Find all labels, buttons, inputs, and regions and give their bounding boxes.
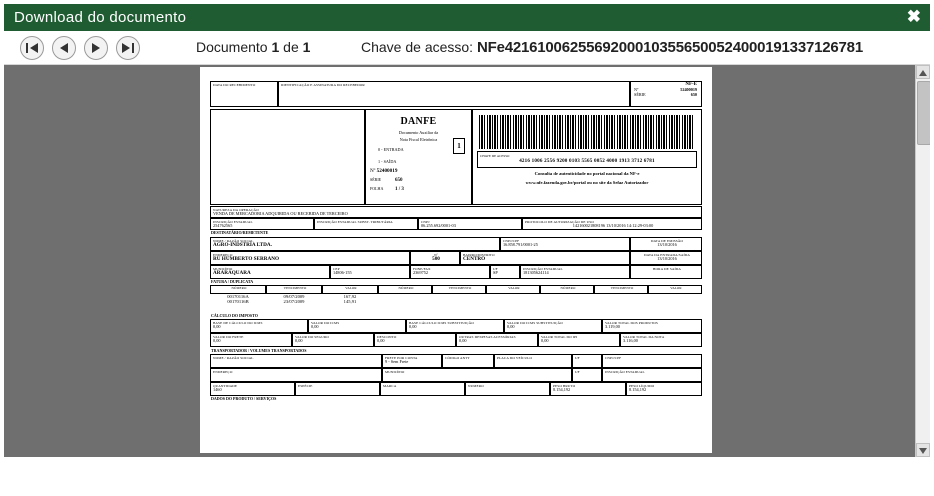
fatura-col-numero-2: [378, 285, 432, 294]
fatura-h6: NÚMERO: [560, 286, 576, 291]
fatura-h4: VENCIMENTO: [448, 286, 472, 291]
valor-icms-label: VALOR DO ICMS: [311, 321, 340, 326]
valor-produtos-value: 3.119,00: [605, 324, 620, 330]
transp-uf-cell: [572, 354, 602, 368]
desconto-value: 0,00: [377, 338, 385, 344]
natureza-row: [210, 206, 702, 218]
identificacao-recebedor-label: IDENTIFICAÇÃO E ASSINATURA DO RECEBEDOR: [281, 83, 365, 87]
barcode-image: [479, 115, 695, 149]
peso-bruto-label: PESO BRUTO: [553, 383, 576, 388]
base-icms-cell: [210, 319, 308, 333]
especie-label: ESPÉCIE: [298, 383, 313, 388]
destinatario-row-3: [210, 265, 702, 279]
triangle-left-icon: [53, 37, 75, 59]
scrollbar-thumb[interactable]: [917, 81, 930, 145]
transportador-row-1: [210, 354, 702, 368]
fatura-col-venc-2: [432, 285, 486, 294]
previous-page-button[interactable]: [52, 36, 76, 60]
transp-municipio-label: MUNICÍPIO: [385, 369, 405, 374]
inscricao-subst-cell: [314, 218, 418, 230]
valor-icms-value: 0,00: [311, 324, 319, 330]
quantidade-value: 1460: [213, 386, 222, 392]
quantidade-label: QUANTIDADE: [213, 383, 238, 388]
nfe-serie-value: 650: [690, 91, 697, 97]
transp-nome-label: NOME / RAZÃO SOCIAL: [213, 355, 254, 360]
dest-cep-cell: [330, 265, 410, 279]
window-titlebar: [4, 4, 930, 31]
counter-middle: de: [283, 39, 299, 55]
quantidade-cell: [210, 382, 295, 396]
peso-bruto-value: 8.154,192: [553, 386, 571, 392]
valor-total-nota-cell: [620, 333, 702, 347]
nfe-numero-label: Nº: [634, 86, 639, 92]
dest-ie-cell: [520, 265, 630, 279]
natureza-cell: [210, 206, 702, 218]
dest-municipio-label: MUNICÍPIO: [213, 266, 233, 271]
destinatario-row-2: [210, 251, 702, 265]
close-icon[interactable]: ✖: [906, 7, 921, 26]
chave-acesso-label: CHAVE DE ACESSO: [480, 154, 510, 158]
danfe-saida-label: 1 - SAÍDA: [378, 158, 397, 164]
transp-endereco-label: ENDEREÇO: [213, 369, 233, 374]
nfe-serie-label: SÉRIE: [634, 91, 646, 97]
desconto-label: DESCONTO: [377, 335, 397, 340]
marca-label: MARCA: [383, 383, 397, 388]
consulta-line-2: www.nfe.fazenda.gov.br/portal ou no site da Sefaz Autorizador: [525, 179, 649, 185]
dest-hora-cell: [630, 265, 702, 279]
valor-frete-value: 0,00: [213, 338, 221, 344]
dest-nome-value: AGRO-INDSTRIA LTDA.: [213, 241, 272, 248]
dest-endereco-value: RU HUMBERTO SERRANO: [213, 255, 280, 262]
dest-ie-label: INSCRIÇÃO ESTADUAL: [523, 266, 563, 271]
base-icms-st-value: 0,00: [409, 324, 417, 330]
triangle-right-icon: [85, 37, 107, 59]
fatura-r1c1: 23/07/2009: [283, 299, 305, 305]
skip-forward-icon: [117, 37, 139, 59]
dest-bairro-value: CENTRO: [463, 255, 486, 262]
fatura-table: [210, 285, 702, 313]
valor-produtos-cell: [602, 319, 702, 333]
numero-volume-label: NUMERO: [468, 383, 484, 388]
valor-ipi-label: VALOR TOTAL DO IPI: [541, 335, 578, 340]
transportador-row-2: [210, 368, 702, 382]
fatura-col-valor-2: [486, 285, 540, 294]
dest-entrada-cell: [630, 251, 702, 265]
dest-cnpj-cell: [500, 237, 630, 251]
access-key-value: NFe42161006255692000103556500524000191337126781: [476, 39, 863, 56]
valor-seguro-cell: [292, 333, 374, 347]
nfe-serie-line: [631, 93, 701, 98]
dest-emissao-label: DATA DE EMISSÃO: [650, 238, 684, 243]
next-page-button[interactable]: [84, 36, 108, 60]
danfe-numero-value: 52400019: [376, 168, 398, 174]
fatura-h0: NÚMERO: [231, 286, 247, 291]
fatura-h5: VALOR: [508, 286, 520, 291]
transp-uf2-label: UF: [575, 369, 580, 374]
codigo-antt-cell: [442, 354, 494, 368]
fatura-h7: VENCIMENTO: [610, 286, 634, 291]
nfe-label: NF-E: [685, 82, 697, 87]
valor-ipi-value: 0,00: [541, 338, 549, 344]
access-key-label: Chave de acesso:: [361, 39, 474, 55]
cnpj-emitente-label: CNPJ: [421, 219, 430, 224]
dest-municipio-cell: [210, 265, 330, 279]
document-counter: [196, 39, 310, 55]
protocolo-value: 142160021808196 13/10/2016 14:12:29-03:00: [572, 222, 654, 228]
danfe-identification-block: [210, 109, 702, 205]
skip-back-icon: [21, 37, 43, 59]
peso-bruto-cell: [550, 382, 626, 396]
dest-cep-value: 14806-155: [333, 269, 352, 275]
inscricao-subst-label: INSCRIÇÃO ESTADUAL SUBST. TRIBUTÁRIA: [317, 219, 393, 224]
destinatario-row-1: [210, 237, 702, 251]
window-title: Download do documento: [14, 9, 187, 26]
identificacao-recebedor-cell: [278, 81, 630, 107]
fatura-col-valor-3: [648, 285, 702, 294]
counter-total: 1: [302, 39, 311, 55]
danfe-subtitle-2: Nota Fiscal Eletrônica: [399, 136, 438, 142]
dest-nome-cell: [210, 237, 500, 251]
dest-emissao-cell: [630, 237, 702, 251]
scroll-down-icon[interactable]: [916, 443, 930, 457]
document-toolbar: [4, 31, 930, 65]
valor-icms-st-value: 0,00: [507, 324, 515, 330]
frete-conta-cell: [382, 354, 442, 368]
valor-icms-cell: [308, 319, 406, 333]
inscricoes-row: [210, 218, 702, 230]
valor-icms-st-cell: [504, 319, 602, 333]
transp-uf2-cell: [572, 368, 602, 382]
fatura-r1c0: 00170116B: [227, 299, 249, 305]
dest-uf-label: UF: [493, 266, 498, 271]
danfe-entrada-label: 0 - ENTRADA: [378, 147, 404, 153]
data-recebimento-label: DATA DO RECEBIMENTO: [213, 83, 256, 87]
dest-cnpj-label: CNPJ/CPF: [503, 238, 520, 243]
danfe-numero-line: [366, 169, 471, 175]
scroll-up-icon[interactable]: [916, 65, 930, 79]
peso-liquido-cell: [626, 382, 702, 396]
dest-entrada-label: DATA DA ENTRADA/SAÍDA: [644, 252, 690, 257]
transp-ie-label: INSCRIÇÃO ESTADUAL: [605, 369, 645, 374]
dest-ie-value: 181305624114: [523, 269, 549, 275]
dest-endereco-cell: [210, 251, 410, 265]
dest-endereco-label: ENDEREÇO: [213, 252, 233, 257]
fatura-col-numero-1: [210, 285, 266, 294]
valor-seguro-label: VALOR DO SEGURO: [295, 335, 329, 340]
frete-conta-label: FRETE POR CONTA: [385, 355, 418, 360]
dest-hora-label: HORA DE SAÍDA: [652, 266, 682, 271]
dest-emissao-value: 13/10/2016: [657, 241, 677, 247]
danfe-serie-label: SÉRIE: [370, 176, 382, 182]
transp-municipio-cell: [382, 368, 572, 382]
dest-fone-cell: [410, 265, 490, 279]
dest-bairro-label: BAIRRO/DISTRITO: [463, 252, 495, 257]
imposto-section-title: CÁLCULO DO IMPOSTO: [211, 313, 258, 319]
counter-current: 1: [271, 39, 280, 55]
fatura-h8: VALOR: [670, 286, 682, 291]
dest-nome-label: NOME / RAZÃO SOCIAL: [213, 238, 254, 243]
peso-liquido-value: 8.154,192: [629, 386, 647, 392]
transp-nome-cell: [210, 354, 382, 368]
emitente-box: [210, 109, 365, 205]
viewer-scrollbar[interactable]: [915, 65, 930, 457]
fatura-r0c1: 09/07/2009: [283, 294, 305, 300]
valor-total-nota-label: VALOR TOTAL DA NOTA: [623, 335, 665, 340]
base-icms-label: BASE DE CÁLCULO DO ICMS: [213, 321, 263, 326]
danfe-serie-line: [366, 178, 471, 184]
transportador-section-title: TRANSPORTADOR / VOLUMES TRANSPORTADOS: [211, 347, 307, 353]
fatura-section-title: FATURA / DUPLICATA: [211, 279, 254, 284]
imposto-row-1: [210, 319, 702, 333]
desconto-cell: [374, 333, 456, 347]
protocolo-label: PROTOCOLO DE AUTORIZAÇÃO DE USO: [525, 219, 594, 224]
danfe-title-box: [365, 109, 472, 205]
placa-veiculo-cell: [494, 354, 572, 368]
dest-fone-value: 2369752: [413, 269, 429, 275]
transp-cnpj-cell: [602, 354, 702, 368]
produtos-section-title: DADOS DO PRODUTO / SERVIÇOS: [211, 396, 277, 402]
danfe-tipo-value: 1: [453, 138, 465, 154]
fatura-h2: VALOR: [345, 286, 357, 291]
fatura-h3: NÚMERO: [398, 286, 414, 291]
fatura-h1: VENCIMENTO: [283, 286, 307, 291]
inscricao-estadual-value: 254762565: [213, 222, 233, 228]
transp-uf-label: UF: [575, 355, 580, 360]
danfe-title: DANFE: [400, 116, 437, 127]
barcode-and-key-box: [472, 109, 702, 205]
base-icms-st-cell: [406, 319, 504, 333]
dest-numero-cell: [410, 251, 460, 265]
valor-frete-label: VALOR DO FRETE: [213, 335, 244, 340]
fatura-col-venc-3: [594, 285, 648, 294]
fatura-col-numero-3: [540, 285, 594, 294]
danfe-numero-label: Nº: [370, 168, 376, 174]
valor-produtos-label: VALOR TOTAL DOS PRODUTOS: [605, 321, 658, 326]
access-key-box: [477, 151, 697, 168]
counter-prefix: Documento: [196, 39, 268, 55]
codigo-antt-label: CÓDIGO ANTT: [445, 355, 470, 360]
danfe-subtitle-1: Documento Auxiliar da: [398, 129, 439, 135]
danfe-serie-value: 650: [395, 177, 403, 183]
dest-numero-label: Nº: [434, 252, 438, 257]
outras-despesas-cell: [456, 333, 538, 347]
outras-despesas-value: 0,00: [459, 338, 467, 344]
base-icms-st-label: BASE CÁLCULO ICMS SUBSTITUIÇÃO: [409, 321, 474, 326]
recebimento-strip: [210, 81, 702, 107]
danfe-folha-value: 1 / 3: [395, 186, 404, 192]
valor-seguro-value: 0,00: [295, 338, 303, 344]
outras-despesas-label: OUTRAS DESPESAS ACESSÓRIAS: [459, 335, 516, 340]
fatura-r1c2: 145,91: [343, 299, 357, 305]
inscricao-estadual-cell: [210, 218, 314, 230]
dest-cnpj-value: 16.858.791/0001-25: [503, 241, 538, 247]
protocolo-cell: [522, 218, 702, 230]
marca-cell: [380, 382, 465, 396]
valor-ipi-cell: [538, 333, 620, 347]
danfe-folha-label: FOLHA: [370, 185, 384, 191]
dest-fone-label: FONE/FAX: [413, 266, 431, 271]
natureza-value: VENDA DE MERCADORIA ADQUIRIDA OU RECEBIDA DE TERCEIRO: [213, 211, 348, 217]
imposto-row-2: [210, 333, 702, 347]
dest-uf-value: SP: [493, 269, 498, 275]
valor-frete-cell: [210, 333, 292, 347]
access-key-display: [361, 39, 863, 56]
chave-acesso-value: 4216 1006 2556 9200 0103 5565 0052 4000 1913 3712 6781: [519, 157, 655, 164]
data-recebimento-cell: [210, 81, 278, 107]
nfe-number-cell: [630, 81, 702, 107]
frete-conta-value: 9 - Sem Frete: [385, 358, 409, 364]
numero-volume-cell: [465, 382, 550, 396]
transp-endereco-cell: [210, 368, 382, 382]
natureza-label: NATUREZA DA OPERAÇÃO: [213, 208, 259, 212]
cnpj-emitente-cell: [418, 218, 522, 230]
danfe-page: [200, 67, 712, 453]
danfe-folha-line: [366, 187, 471, 193]
fatura-r0c2: 167,92: [343, 294, 357, 300]
cnpj-emitente-value: 06.255.692/0001-03: [421, 222, 456, 228]
valor-icms-st-label: VALOR DO ICMS SUBSTITUIÇÃO: [507, 321, 563, 326]
dest-uf-cell: [490, 265, 520, 279]
destinatario-section-title: DESTINATÁRIO/REMETENTE: [211, 230, 269, 236]
consulta-line-1: Consulta de autenticidade no portal nacional da NF-e: [534, 170, 640, 176]
dest-bairro-cell: [460, 251, 630, 265]
inscricao-estadual-label: INSCRIÇÃO ESTADUAL: [213, 219, 253, 224]
dest-cep-label: CEP: [333, 266, 340, 271]
dest-entrada-value: 13/10/2016: [657, 255, 677, 261]
dest-numero-value: 500: [432, 255, 440, 262]
fatura-r0c0: 00170116A: [227, 294, 249, 300]
fatura-col-venc-1: [266, 285, 322, 294]
last-page-button[interactable]: [116, 36, 140, 60]
pdf-viewer-area: [4, 65, 930, 457]
first-page-button[interactable]: [20, 36, 44, 60]
especie-cell: [295, 382, 380, 396]
fatura-col-valor-1: [322, 285, 378, 294]
transportador-row-3: [210, 382, 702, 396]
nfe-numero-value: 52400019: [680, 86, 697, 92]
peso-liquido-label: PESO LÍQUIDO: [629, 383, 655, 388]
fatura-header-row: [210, 285, 702, 294]
transp-ie-cell: [602, 368, 702, 382]
danfe-content: [210, 81, 702, 402]
valor-total-nota-value: 3.116,00: [623, 338, 638, 344]
transp-cnpj-label: CNPJ/CPF: [605, 355, 622, 360]
dest-municipio-value: ARARAQUARA: [213, 269, 251, 276]
placa-veiculo-label: PLACA DO VEÍCULO: [497, 355, 532, 360]
base-icms-value: 0,00: [213, 324, 221, 330]
